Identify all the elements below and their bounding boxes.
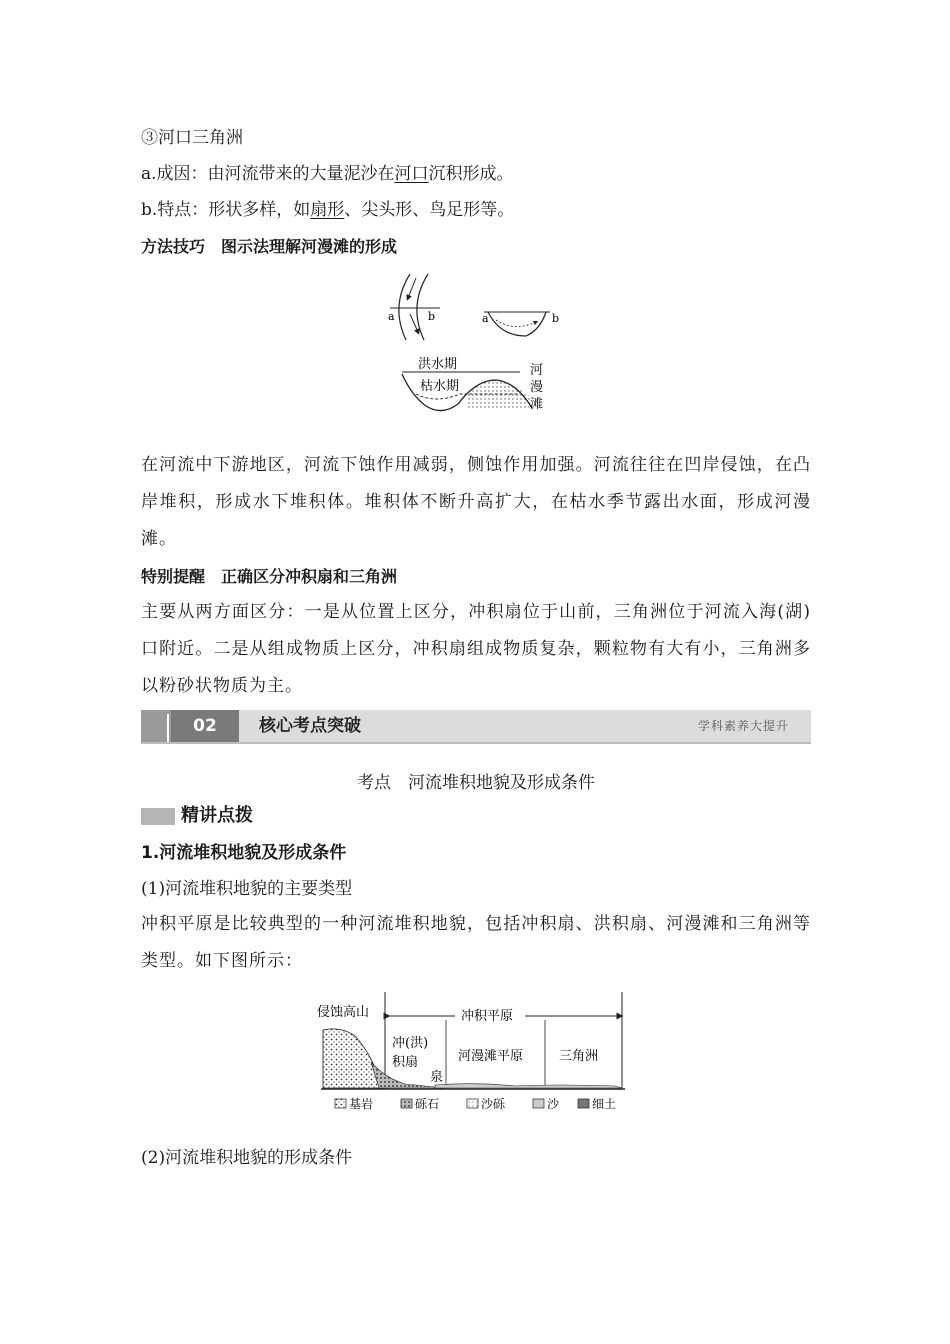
label-floodplain-plain: 河漫滩平原	[458, 1049, 524, 1064]
legend-bedrock-swatch	[335, 1099, 346, 1108]
legend-sand: 沙	[547, 1097, 560, 1111]
flow-arrow-1	[408, 278, 416, 298]
method-paragraph: 在河流中下游地区，河流下蚀作用减弱，侧蚀作用加强。河流往往在凹岸侵蚀，在凸岸堆积，形成水下堆积体。堆积体不断升高扩大，在枯水季节露出水面，形成河漫滩。	[141, 455, 811, 549]
topic-sub-2: (2)河流堆积地貌的形成条件	[141, 1148, 353, 1168]
legend-gravel: 砾石	[415, 1097, 440, 1111]
legend-silt-swatch	[578, 1099, 589, 1108]
channel-section	[488, 312, 546, 336]
banner-subtitle: 学科素养大提升	[697, 719, 789, 733]
delta-cause-prefix: a.成因：由河流带来的大量泥沙在	[141, 164, 395, 184]
label-dry-period: 枯水期	[420, 379, 460, 394]
label-fan-2: 积扇	[392, 1055, 419, 1070]
legend-gravel-swatch	[401, 1099, 412, 1108]
label-a-left: a	[388, 310, 395, 323]
legend-silt: 细土	[592, 1097, 617, 1111]
river-bank-left	[399, 274, 410, 340]
method-title: 方法技巧 图示法理解河漫滩的形成	[141, 237, 398, 256]
label-floodplain-1: 河	[530, 363, 544, 378]
label-floodplain-3: 滩	[530, 397, 544, 412]
label-b-right: b	[552, 312, 560, 325]
delta-feature-underlined: 扇形	[310, 200, 345, 220]
legend-sandgravel: 沙砾	[481, 1097, 506, 1111]
banner-number: 02	[171, 710, 239, 742]
section-label-text: 精讲点拨	[181, 805, 253, 826]
delta-cause-underlined: 河口	[394, 164, 429, 184]
legend-bedrock: 基岩	[349, 1097, 374, 1111]
topic-paragraph: 冲积平原是比较典型的一种河流堆积地貌，包括冲积扇、洪积扇、河漫滩和三角洲等类型。如下图所示：	[141, 914, 811, 971]
floodplain-diagram	[380, 270, 570, 420]
label-floodplain-2: 漫	[530, 380, 544, 395]
delta-feature-prefix: b.特点：形状多样，如	[141, 200, 311, 220]
label-fan-1: 冲(洪)	[392, 1036, 429, 1051]
bedrock-mountain	[323, 1029, 385, 1088]
circulation-arrow	[496, 320, 536, 327]
label-mountain: 侵蚀高山	[317, 1005, 370, 1020]
label-spring: 泉	[430, 1070, 444, 1085]
topic-title: 考点 河流堆积地貌及形成条件	[357, 773, 595, 793]
river-bank-right	[417, 274, 428, 340]
reminder-title: 特别提醒 正确区分冲积扇和三角洲	[141, 567, 398, 586]
legend-sandgravel-swatch	[467, 1099, 478, 1108]
label-flood-period: 洪水期	[418, 357, 458, 372]
delta-cause-suffix: 沉积形成。	[428, 164, 514, 184]
label-delta: 三角洲	[559, 1049, 599, 1064]
delta-feature	[141, 199, 514, 221]
alluvial-plain-diagram	[315, 988, 635, 1118]
delta-cause	[141, 163, 514, 185]
reminder-paragraph: 主要从两方面区分：一是从位置上区分，冲积扇位于山前，三角洲位于河流入海(湖)口附近。二是从组成物质上区分，冲积扇组成物质复杂，颗粒物有大有小，三角洲多以粉砂状物质为主。	[141, 602, 811, 696]
section-label-bar	[141, 808, 175, 825]
topic-sub-1: (1)河流堆积地貌的主要类型	[141, 879, 353, 899]
legend-sand-swatch	[533, 1099, 544, 1108]
label-b-left: b	[428, 310, 436, 323]
banner-title: 核心考点突破	[259, 716, 361, 736]
sand-layer	[435, 1084, 622, 1088]
topic-heading-1: 1.河流堆积地貌及形成条件	[141, 843, 347, 863]
delta-feature-suffix: 、尖头形、鸟足形等。	[344, 200, 515, 220]
label-a-right: a	[482, 312, 489, 325]
section-banner	[141, 710, 811, 744]
delta-heading: ③河口三角洲	[141, 128, 243, 148]
label-alluvial-plain: 冲积平原	[461, 1009, 514, 1024]
